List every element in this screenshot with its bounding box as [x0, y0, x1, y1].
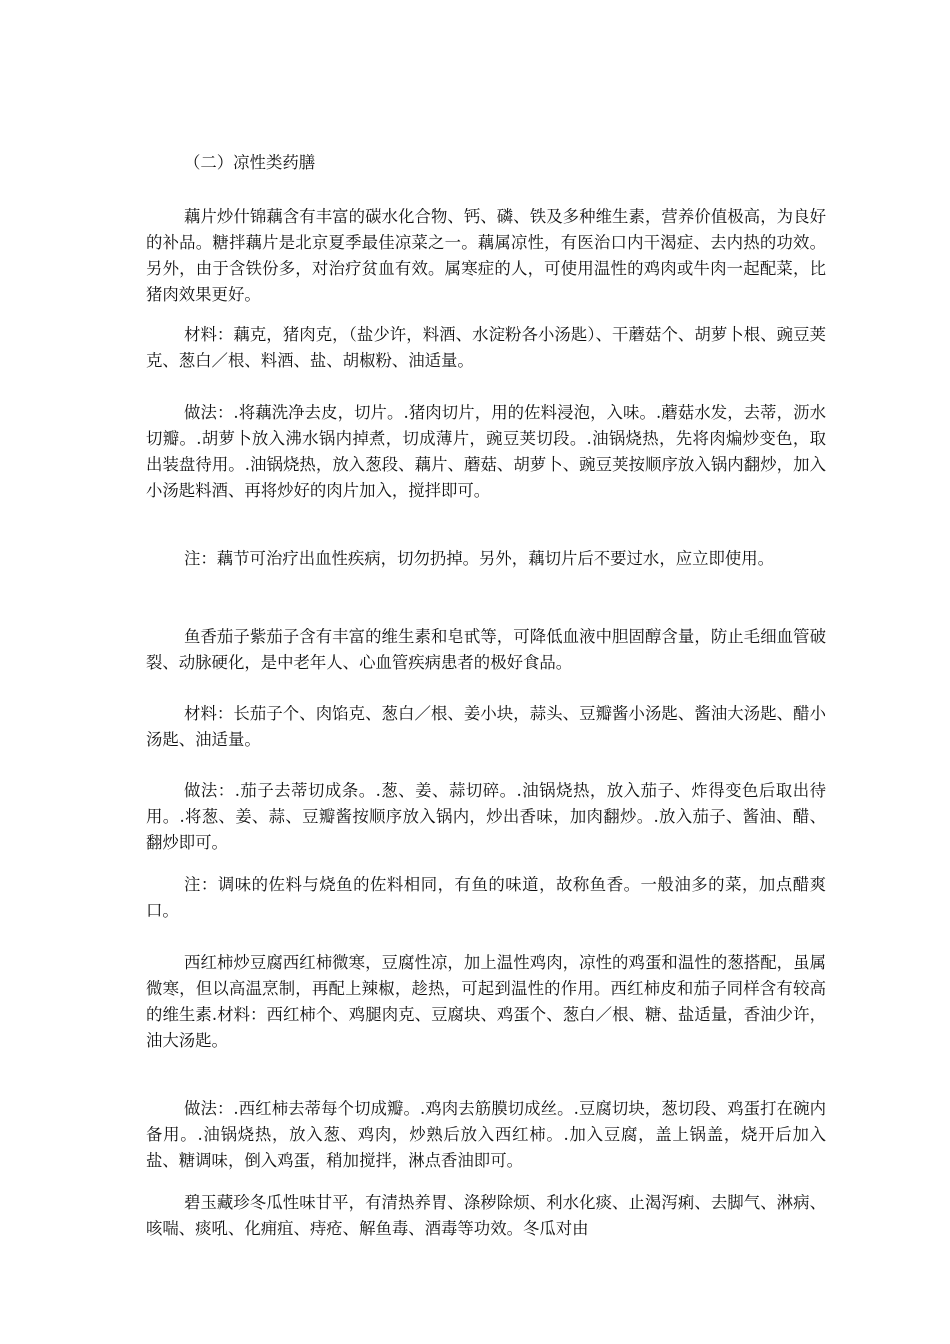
paragraph-eggplant-method: 做法：.茄子去蒂切成条。.葱、姜、蒜切碎。.油锅烧热，放入茄子、炸得变色后取出待用。.将葱、姜、蒜、豆瓣酱按顺序放入锅内，炒出香味，加肉翻炒。.放入茄子、酱油、醋、翻炒即可。: [146, 781, 826, 852]
paragraph-eggplant-intro: 鱼香茄子紫茄子含有丰富的维生素和皂甙等，可降低血液中胆固醇含量，防止毛细血管破裂、动脉硬化，是中老年人、心血管疾病患者的极好食品。: [146, 627, 826, 672]
paragraph-tomato-intro: 西红柿炒豆腐西红柿微寒，豆腐性凉，加上温性鸡肉，凉性的鸡蛋和温性的葱搭配，虽属微寒，但以高温烹制，再配上辣椒，趁热，可起到温性的作用。西红柿皮和茄子同样含有较高的维生素.材料：西红柿个、鸡腿肉克、豆腐块、鸡蛋个、葱白／根、糖、盐适量，香油少许，油大汤匙。: [146, 953, 826, 1050]
paragraph-lotus-materials: 材料：藕克，猪肉克，（盐少许，料酒、水淀粉各小汤匙）、干蘑菇个、胡萝卜根、豌豆荚克、葱白／根、料酒、盐、胡椒粉、油适量。: [146, 325, 826, 370]
paragraph-wintermelon-intro: 碧玉藏珍冬瓜性味甘平，有清热养胃、涤秽除烦、利水化痰、止渴泻痢、去脚气、淋病、咳喘、痰吼、化痈疽、痔疮、解鱼毒、酒毒等功效。冬瓜对由: [146, 1193, 826, 1238]
paragraph-tomato-method: 做法：.西红柿去蒂每个切成瓣。.鸡肉去筋膜切成丝。.豆腐切块，葱切段、鸡蛋打在碗内备用。.油锅烧热，放入葱、鸡肉，炒熟后放入西红柿。.加入豆腐，盖上锅盖，烧开后加入盐、糖调味，倒入鸡蛋，稍加搅拌，淋点香油即可。: [146, 1099, 826, 1170]
paragraph-eggplant-note: 注：调味的佐料与烧鱼的佐料相同，有鱼的味道，故称鱼香。一般油多的菜，加点醋爽口。: [146, 875, 826, 920]
paragraph-lotus-intro: 藕片炒什锦藕含有丰富的碳水化合物、钙、磷、铁及多种维生素，营养价值极高，为良好的补品。糖拌藕片是北京夏季最佳凉菜之一。藕属凉性，有医治口内干渴症、去内热的功效。另外，由于含铁份多，对治疗贫血有效。属寒症的人，可使用温性的鸡肉或牛肉一起配菜，比猪肉效果更好。: [146, 207, 826, 304]
paragraph-lotus-method: 做法：.将藕洗净去皮，切片。.猪肉切片，用的佐料浸泡，入味。.蘑菇水发，去蒂，沥水切瓣。.胡萝卜放入沸水锅内掉煮，切成薄片，豌豆荚切段。.油锅烧热，先将肉煸炒变色，取出装盘待用。.油锅烧热，放入葱段、藕片、蘑菇、胡萝卜、豌豆荚按顺序放入锅内翻炒，加入小汤匙料酒、再将炒好的肉片加入，搅拌即可。: [146, 403, 826, 500]
paragraph-eggplant-materials: 材料：长茄子个、肉馅克、葱白／根、姜小块，蒜头、豆瓣酱小汤匙、酱油大汤匙、醋小汤匙、油适量。: [146, 704, 826, 749]
paragraph-lotus-note: 注：藕节可治疗出血性疾病，切勿扔掉。另外，藕切片后不要过水，应立即使用。: [184, 549, 775, 568]
section-heading: （二）凉性类药膳: [184, 153, 316, 172]
